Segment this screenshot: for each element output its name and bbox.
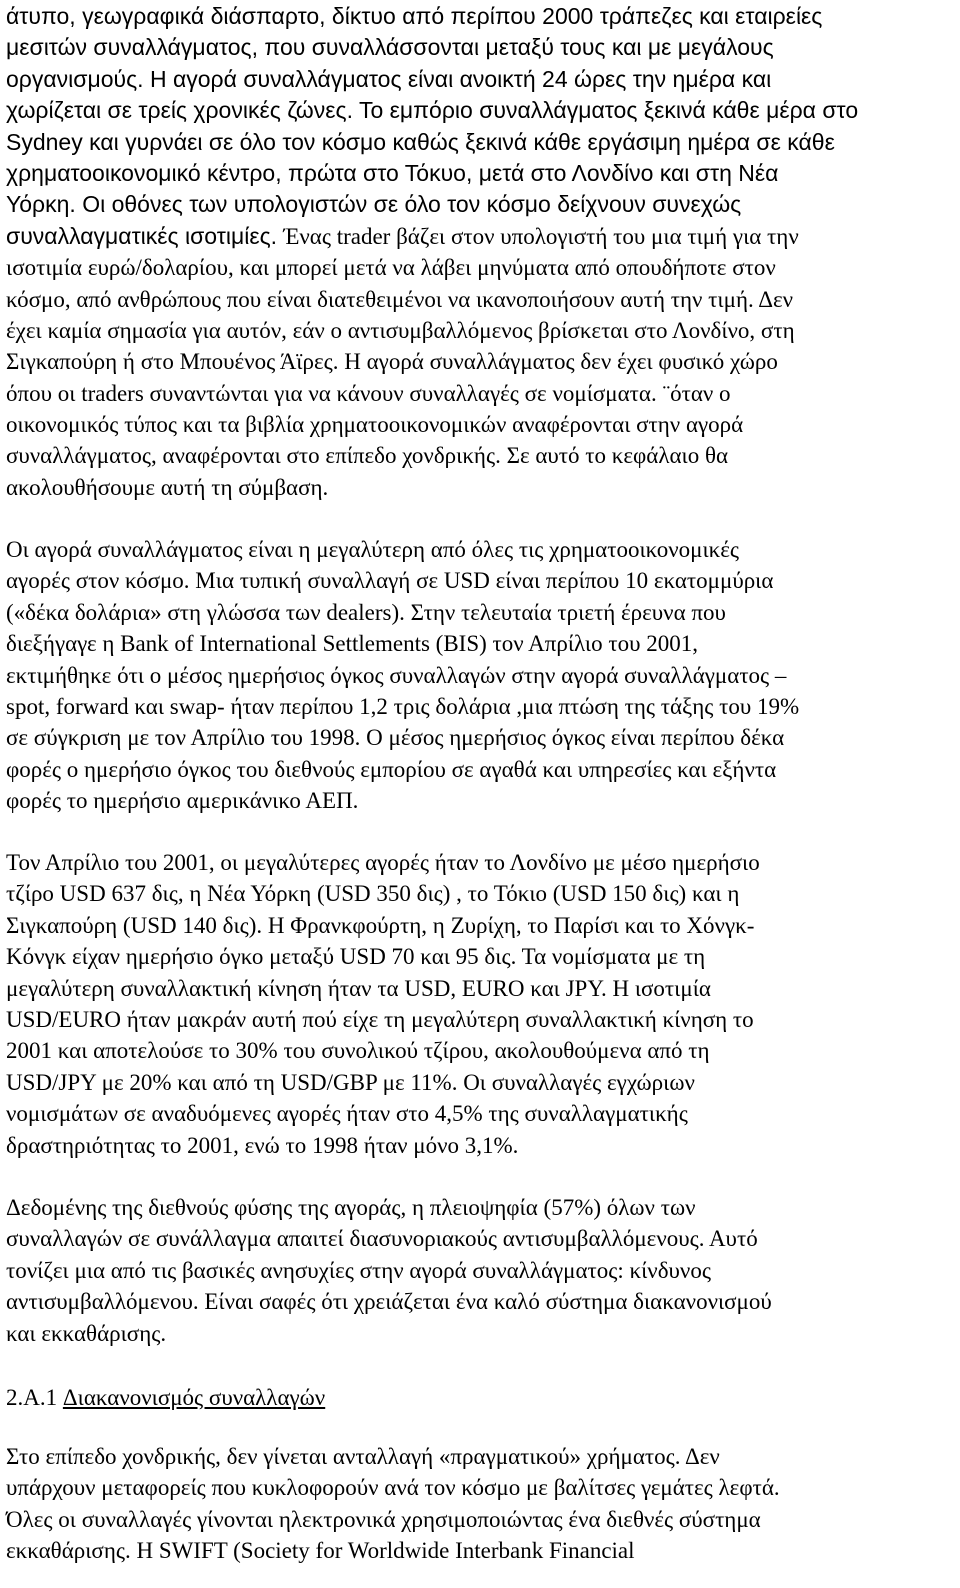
text-run: εκκαθάρισης. Η SWIFT (Society for Worldwide Interbank Financial: [6, 1538, 635, 1564]
text-run: τζίρο USD 637 δις, η Νέα Υόρκη (USD 350 δις) , το Τόκιο (USD 150 δις) και η: [6, 881, 740, 907]
text-line: [6, 409, 958, 440]
text-run: USD/EURO ήταν μακράν αυτή πού είχε τη μεγαλύτερη συναλλακτική κίνηση το: [6, 1006, 754, 1032]
paragraph-largest-markets: [6, 847, 958, 1161]
text-run: άτυπο, γεωγραφικά διάσπαρτο, δίκτυο από περίπου 2000 τράπεζες και εταιρείες: [6, 3, 823, 29]
text-run: όπου οι traders συναντώνται για να κάνουν συναλλαγές σε νομίσματα. ¨όταν ο: [6, 380, 731, 406]
text-line: [6, 785, 958, 816]
paragraph-counterparty-risk: [6, 1192, 958, 1349]
text-line: [6, 1, 958, 32]
text-line: [6, 1098, 958, 1129]
text-line: [6, 1286, 958, 1317]
paragraph-forex-market-structure: [6, 1, 958, 503]
text-line: [6, 158, 958, 189]
text-run: μεσιτών συναλλάγματος, που συναλλάσσονται μεταξύ τους και με μεγάλους: [6, 34, 774, 61]
text-run: αγορές στον κόσμο. Μια τυπική συναλλαγή σε USD είναι περίπου 10 εκατομμύρια: [6, 568, 774, 594]
text-line: [6, 221, 958, 252]
text-run: Δεδομένης της διεθνούς φύσης της αγοράς, η πλειοψηφία (57%) όλων των: [6, 1195, 696, 1220]
text-line: [6, 189, 958, 220]
text-line: [6, 472, 958, 503]
text-line: [6, 1318, 958, 1349]
text-run: χωρίζεται σε τρείς χρονικές ζώνες. Το εμπόριο συναλλάγματος ξεκινά κάθε μέρα στο: [6, 97, 859, 124]
text-line: [6, 628, 958, 659]
text-run: διεξήγαγε η Bank of International Settlements (BIS) τον Απρίλιο του 2001,: [6, 631, 698, 657]
text-line: [6, 127, 958, 158]
text-line: [6, 941, 958, 972]
section-number: 2.A.1: [6, 1385, 63, 1410]
text-line: [6, 1192, 958, 1223]
paragraph-settlement: [6, 1441, 958, 1567]
text-run: οργανισμούς. Η αγορά συναλλάγματος είναι ανοικτή 24 ώρες την ημέρα και: [6, 65, 772, 92]
text-line: [6, 378, 958, 409]
text-line: [6, 754, 958, 785]
text-line: [6, 1472, 958, 1503]
text-run: συναλλαγματικές ισοτιμίες.: [6, 222, 284, 249]
text-run: υπάρχουν μεταφορείς που κυκλοφορούν ανά τον κόσμο με βαλίτσες γεμάτες λεφτά.: [6, 1475, 780, 1501]
text-line: [6, 1067, 958, 1098]
text-run: μεγαλύτερη συναλλακτική κίνηση ήταν τα USD, EURO και JPY. Η ισοτιμία: [6, 975, 711, 1001]
text-run: τονίζει μια από τις βασικές ανησυχίες στην αγορά συναλλάγματος: κίνδυνος: [6, 1257, 711, 1283]
text-line: [6, 284, 958, 315]
text-line: [6, 1441, 958, 1472]
text-run: Όλες οι συναλλαγές γίνονται ηλεκτρονικά χρησιμοποιώντας ένα διεθνές σύστημα: [6, 1506, 761, 1532]
text-line: [6, 315, 958, 346]
text-run: φορές ο ημερήσιο όγκος του διεθνούς εμπορίου σε αγαθά και υπηρεσίες και εξήντα: [6, 756, 777, 782]
text-run: συναλλάγματος, αναφέρονται στο επίπεδο χονδρικής. Σε αυτό το κεφάλαιο θα: [6, 443, 729, 469]
text-line: [6, 534, 958, 565]
text-run: Σιγκαπούρη ή στο Μπουένος Άϊρες. Η αγορά συναλλάγματος δεν έχει φυσικό χώρο: [6, 349, 778, 375]
text-line: [6, 346, 958, 377]
text-run: συναλλαγών σε συνάλλαγμα απαιτεί διασυνοριακούς αντισυμβαλλόμενους. Αυτό: [6, 1226, 758, 1252]
text-line: [6, 1504, 958, 1535]
text-run: αντισυμβαλλόμενου. Είναι σαφές ότι χρειάζεται ένα καλό σύστημα διακανονισμού: [6, 1289, 772, 1315]
text-run: Sydney και γυρνάει σε όλο τον κόσμο καθώς ξεκινά κάθε εργάσιμη ημέρα σε κάθε: [6, 128, 835, 155]
section-title: Διακανονισμός συναλλαγών: [62, 1385, 326, 1410]
text-line: [6, 440, 958, 471]
text-line: [6, 1255, 958, 1286]
text-run: ακολουθήσουμε αυτή τη σύμβαση.: [6, 474, 329, 500]
text-run: 2001 και αποτελούσε το 30% του συνολικού τζίρου, ακολουθούμενα από τη: [6, 1038, 710, 1064]
text-line: [6, 252, 958, 283]
text-run: USD/JPY με 20% και από τη USD/GBP με 11%. Οι συναλλαγές εγχώριων: [6, 1069, 695, 1095]
text-run: έχει καμία σημασία για αυτόν, εάν ο αντισυμβαλλόμενος βρίσκεται στο Λονδίνο, στη: [6, 317, 795, 343]
text-run: δραστηριότητας το 2001, ενώ το 1998 ήταν μόνο 3,1%.: [6, 1132, 519, 1158]
text-line: [6, 660, 958, 691]
text-line: [6, 597, 958, 628]
text-run: Τον Απρίλιο του 2001, οι μεγαλύτερες αγορές ήταν το Λονδίνο με μέσο ημερήσιο: [6, 850, 760, 875]
text-run: κόσμο, από ανθρώπους που είναι διατεθειμένοι να ικανοποιήσουν αυτή την τιμή. Δεν: [6, 286, 794, 312]
text-line: [6, 722, 958, 753]
text-run: σε σύγκριση με τον Απρίλιο του 1998. Ο μέσος ημερήσιος όγκος είναι περίπου δέκα: [6, 725, 785, 751]
text-line: [6, 1535, 958, 1566]
text-run: Στο επίπεδο χονδρικής, δεν γίνεται ανταλλαγή «πραγματικού» χρήματος. Δεν: [6, 1444, 720, 1469]
text-line: [6, 910, 958, 941]
text-line: [6, 565, 958, 596]
text-line: [6, 847, 958, 878]
text-line: [6, 973, 958, 1004]
text-line: [6, 32, 958, 63]
text-line: [6, 691, 958, 722]
text-run: Κόνγκ είχαν ημερήσιο όγκο μεταξύ USD 70 και 95 δις. Τα νομίσματα με τη: [6, 944, 706, 970]
text-run: («δέκα δολάρια» στη γλώσσα των dealers). Στην τελευταία τριετή έρευνα που: [6, 599, 726, 625]
text-run: Οι αγορά συναλλάγματος είναι η μεγαλύτερη από όλες τις χρηματοοικονομικές: [6, 537, 740, 562]
text-run: νομισμάτων σε αναδυόμενες αγορές ήταν στο 4,5% της συναλλαγματικής: [6, 1101, 688, 1127]
text-line: [6, 1004, 958, 1035]
text-run: spot, forward και swap- ήταν περίπου 1,2 τρις δολάρια ,μια πτώση της τάξης του 19%: [6, 693, 800, 719]
text-run: Ένας trader βάζει στον υπολογιστή του μια τιμή για την: [283, 223, 799, 249]
text-line: [6, 95, 958, 126]
text-run: και εκκαθάρισης.: [6, 1320, 167, 1346]
text-line: [6, 64, 958, 95]
section-heading: [6, 1382, 325, 1413]
text-run: εκτιμήθηκε ότι ο μέσος ημερήσιος όγκος συναλλαγών στην αγορά συναλλάγματος –: [6, 662, 787, 688]
text-run: χρηματοοικονομικό κέντρο, πρώτα στο Τόκυο, μετά στο Λονδίνο και στη Νέα: [6, 159, 779, 186]
text-line: [6, 1035, 958, 1066]
paragraph-market-size: [6, 534, 958, 817]
text-run: Σιγκαπούρη (USD 140 δις). Η Φρανκφούρτη, η Ζυρίχη, το Παρίσι και το Χόνγκ-: [6, 912, 755, 938]
text-run: οικονομικός τύπος και τα βιβλία χρηματοοικονομικών αναφέρονται στην αγορά: [6, 412, 744, 438]
text-line: [6, 1223, 958, 1254]
text-line: [6, 1130, 958, 1161]
text-line: [6, 878, 958, 909]
text-run: φορές το ημερήσιο αμερικάνικο ΑΕΠ.: [6, 788, 359, 814]
text-run: Υόρκη. Οι οθόνες των υπολογιστών σε όλο τον κόσμο δείχνουν συνεχώς: [6, 191, 742, 218]
text-run: ισοτιμία ευρώ/δολαρίου, και μπορεί μετά να λάβει μηνύματα από οπουδήποτε στον: [6, 255, 776, 281]
